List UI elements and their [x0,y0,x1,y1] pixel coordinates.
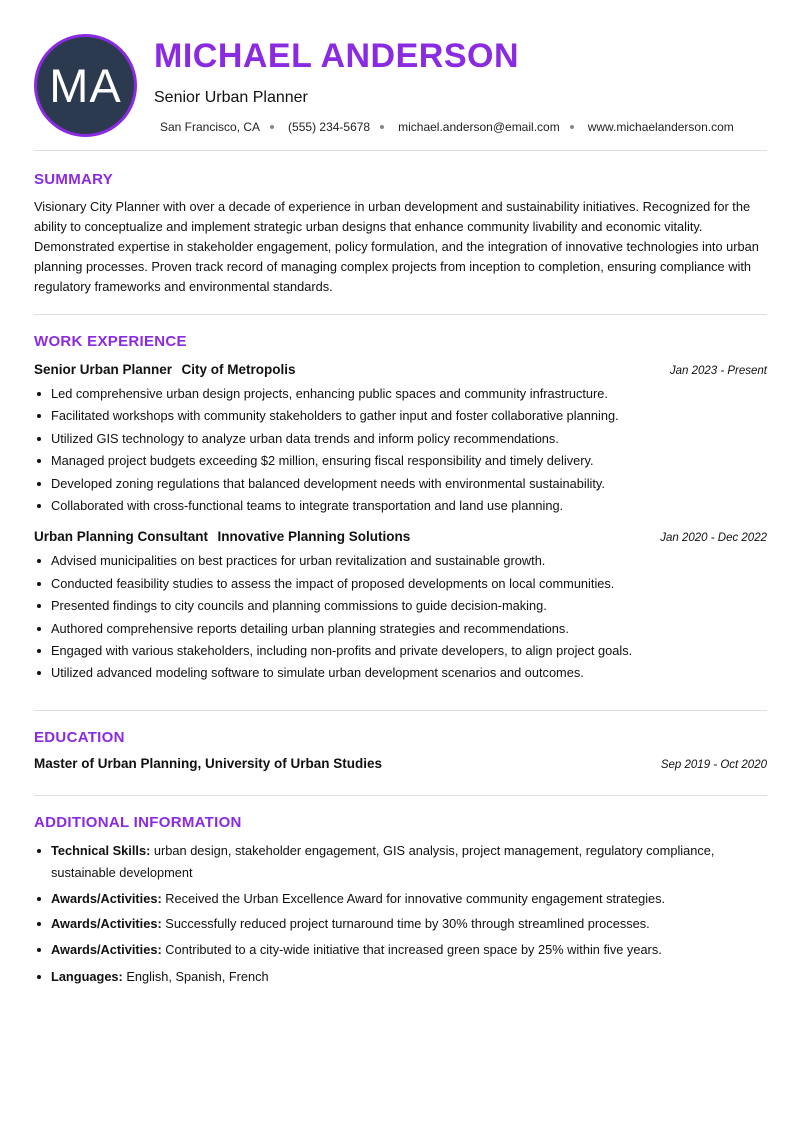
summary-text: Visionary City Planner with over a decade of experience in urban development and sustainability initiatives. Recognized for the ability to conceptualize and implement strategic urban designs that enhance community livability and economic vitality. Demonstrated expertise in stakeholder engagement, policy formulation, and the integration of innovative technologies into urban planning processes. Proven track record of managing complex projects from inception to completion, ensuring compliance with regulatory frameworks and environmental standards. [34,199,759,294]
item-label: Awards/Activities: [51,890,162,906]
list-item [34,840,767,885]
item-label: Awards/Activities: [51,941,162,957]
list-item: Utilized GIS technology to analyze urban data trends and inform policy recommendations. [34,428,767,450]
job-dates: Jan 2023 - Present [669,365,767,377]
separator-dot-icon [270,125,274,129]
job-entry [34,528,767,684]
job-dates: Jan 2020 - Dec 2022 [660,532,767,545]
job-title: Senior Urban Planner [34,362,173,377]
contact-location: San Francisco, CA [160,120,261,134]
list-item: Facilitated workshops with community stakeholders to gather input and foster collaborative planning. [34,405,767,427]
additional-heading: ADDITIONAL INFORMATION [34,813,242,831]
job-entry [34,361,767,517]
item-label: Technical Skills: [51,842,151,858]
avatar [34,34,137,137]
list-item [34,939,767,961]
job-title: Urban Planning Consultant [34,529,208,545]
job-bullets [34,383,767,517]
education-degree: Master of Urban Planning, University of Urban Studies [34,755,383,771]
education-section [34,711,767,795]
list-item: Advised municipalities on best practices for urban revitalization and sustainable growth. [34,550,767,572]
list-item: Developed zoning regulations that balanced development needs with environmental sustainability. [34,473,767,495]
contact-email[interactable]: michael.anderson@email.com [398,120,560,134]
job-header [34,528,767,546]
item-label: Awards/Activities: [51,916,162,932]
item-text: Contributed to a city-wide initiative that increased green space by 25% within five years. [165,941,662,957]
experience-heading: WORK EXPERIENCE [34,333,187,350]
list-item: Conducted feasibility studies to assess the impact of proposed developments on local communities. [34,573,767,595]
item-text: Received the Urban Excellence Award for innovative community engagement strategies. [165,890,666,906]
education-entry [34,756,767,771]
education-heading: EDUCATION [34,728,125,746]
job-role [34,528,410,546]
summary-heading: SUMMARY [34,171,114,188]
list-item: Engaged with various stakeholders, including non-profits and private developers, to align project goals. [34,640,767,662]
list-item: Led comprehensive urban design projects, enhancing public spaces and community infrastructure. [34,383,767,405]
education-dates: Sep 2019 - Oct 2020 [660,758,767,771]
item-label: Languages: [51,968,123,984]
item-text: urban design, stakeholder engagement, GIS analysis, project management, regulatory compliance, sustainable development [51,842,715,881]
candidate-title: Senior Urban Planner [154,89,308,106]
item-text: English, Spanish, French [126,968,269,984]
separator-dot-icon [570,125,574,129]
candidate-name: MICHAEL ANDERSON [154,37,520,75]
list-item [34,913,767,935]
additional-list [34,840,767,988]
list-item: Collaborated with cross-functional teams to integrate transportation and land use planning. [34,495,767,517]
resume-header [34,0,767,150]
contact-line [160,120,734,134]
job-header [34,361,767,379]
avatar-initials: MA [49,59,122,112]
item-text: Successfully reduced project turnaround time by 30% through streamlined processes. [165,916,650,932]
job-bullets [34,550,767,684]
job-company: Innovative Planning Solutions [217,529,411,545]
experience-section [34,315,767,710]
list-item [34,888,767,910]
contact-phone: (555) 234-5678 [288,120,371,134]
additional-section [34,796,767,988]
job-company: City of Metropolis [181,362,296,377]
list-item: Managed project budgets exceeding $2 million, ensuring fiscal responsibility and timely delivery. [34,450,767,472]
list-item: Presented findings to city councils and planning commissions to guide decision-making. [34,595,767,617]
summary-section [34,151,767,314]
separator-dot-icon [380,125,384,129]
contact-website[interactable]: www.michaelanderson.com [587,120,734,134]
job-role [34,361,296,379]
list-item: Utilized advanced modeling software to simulate urban development scenarios and outcomes. [34,662,767,684]
list-item: Authored comprehensive reports detailing urban planning strategies and recommendations. [34,618,767,640]
list-item [34,966,767,988]
